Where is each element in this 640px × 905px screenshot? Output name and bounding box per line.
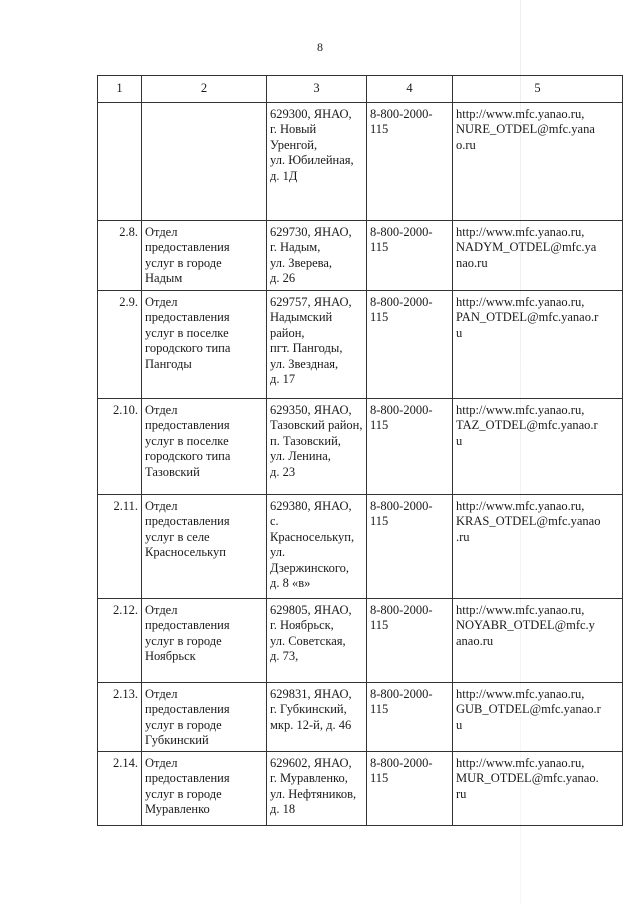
- row-number: 2.8.: [98, 220, 142, 290]
- office-phone: 8-800-2000- 115: [367, 220, 453, 290]
- office-phone: 8-800-2000- 115: [367, 598, 453, 682]
- office-name: [142, 494, 267, 598]
- office-phone: 8-800-2000- 115: [367, 682, 453, 751]
- row-number: [98, 102, 142, 220]
- office-website-email: http://www.mfc.yanao.ru, GUB_OTDEL@mfc.yanao.r u: [453, 682, 623, 751]
- office-address-text: 629300, ЯНАО, г. Новый Уренгой, ул. Юбилейная, д. 1Д: [270, 106, 354, 183]
- mfc-offices-table: [97, 75, 623, 826]
- table-row: [98, 751, 623, 825]
- office-name-text: Отдел предоставления услуг в городе Ноябрьск: [145, 602, 230, 663]
- header-col-2: 2: [142, 76, 267, 103]
- office-address: [267, 494, 367, 598]
- office-name: [142, 751, 267, 825]
- office-name-text: Отдел предоставления услуг в городе Надым: [145, 224, 230, 285]
- header-col-1: 1: [98, 76, 142, 103]
- table-row: [98, 290, 623, 398]
- office-website-email: http://www.mfc.yanao.ru, TAZ_OTDEL@mfc.yanao.r u: [453, 398, 623, 494]
- office-name: [142, 598, 267, 682]
- row-number: 2.13.: [98, 682, 142, 751]
- header-col-5: 5: [453, 76, 623, 103]
- office-name: [142, 682, 267, 751]
- office-website-email: http://www.mfc.yanao.ru, NURE_OTDEL@mfc.yana o.ru: [453, 102, 623, 220]
- office-name-text: Отдел предоставления услуг в поселке городского типа Пангоды: [145, 294, 231, 371]
- office-address-text: 629805, ЯНАО, г. Ноябрьск, ул. Советская, д. 73,: [270, 602, 352, 663]
- office-website-email: http://www.mfc.yanao.ru, KRAS_OTDEL@mfc.yanao .ru: [453, 494, 623, 598]
- office-website-email: http://www.mfc.yanao.ru, NADYM_OTDEL@mfc.ya nao.ru: [453, 220, 623, 290]
- table-header-row: [98, 76, 623, 103]
- office-phone: 8-800-2000- 115: [367, 398, 453, 494]
- office-name: [142, 290, 267, 398]
- office-address: [267, 220, 367, 290]
- office-address-text: 629757, ЯНАО, Надымский район, пгт. Пангоды, ул. Звездная, д. 17: [270, 294, 352, 386]
- office-website-email: http://www.mfc.yanao.ru, MUR_OTDEL@mfc.yanao. ru: [453, 751, 623, 825]
- office-phone: 8-800-2000- 115: [367, 751, 453, 825]
- header-col-3: 3: [267, 76, 367, 103]
- page-number: 8: [317, 40, 323, 54]
- office-address-text: 629380, ЯНАО, с. Красноселькуп, ул. Дзержинского, д. 8 «в»: [270, 498, 355, 590]
- office-name-text: Отдел предоставления услуг в поселке городского типа Тазовский: [145, 402, 231, 479]
- table-row: [98, 682, 623, 751]
- office-address: [267, 682, 367, 751]
- row-number: 2.12.: [98, 598, 142, 682]
- office-phone: 8-800-2000- 115: [367, 290, 453, 398]
- row-number: 2.10.: [98, 398, 142, 494]
- office-name-text: Отдел предоставления услуг в городе Муравленко: [145, 755, 230, 816]
- office-website-email: http://www.mfc.yanao.ru, NOYABR_OTDEL@mfc.y anao.ru: [453, 598, 623, 682]
- office-phone: 8-800-2000- 115: [367, 494, 453, 598]
- table-row: [98, 398, 623, 494]
- table-row: [98, 598, 623, 682]
- office-name: [142, 220, 267, 290]
- office-name-text: Отдел предоставления услуг в селе Красноселькуп: [145, 498, 230, 559]
- office-address: [267, 290, 367, 398]
- office-address-text: 629831, ЯНАО, г. Губкинский, мкр. 12-й, д. 46: [270, 686, 352, 732]
- office-address: [267, 398, 367, 494]
- office-address-text: 629350, ЯНАО, Тазовский район, п. Тазовский, ул. Ленина, д. 23: [270, 402, 363, 479]
- office-name: [142, 398, 267, 494]
- table-row: [98, 494, 623, 598]
- table-row: [98, 102, 623, 220]
- office-address: [267, 598, 367, 682]
- office-name: [142, 102, 267, 220]
- office-address: [267, 751, 367, 825]
- office-website-email: http://www.mfc.yanao.ru, PAN_OTDEL@mfc.yanao.r u: [453, 290, 623, 398]
- row-number: 2.9.: [98, 290, 142, 398]
- row-number: 2.11.: [98, 494, 142, 598]
- office-name-text: Отдел предоставления услуг в городе Губкинский: [145, 686, 230, 747]
- table-row: [98, 220, 623, 290]
- office-address: [267, 102, 367, 220]
- office-address-text: 629602, ЯНАО, г. Муравленко, ул. Нефтяников, д. 18: [270, 755, 357, 816]
- row-number: 2.14.: [98, 751, 142, 825]
- office-address-text: 629730, ЯНАО, г. Надым, ул. Зверева, д. 26: [270, 224, 352, 285]
- header-col-4: 4: [367, 76, 453, 103]
- office-phone: 8-800-2000- 115: [367, 102, 453, 220]
